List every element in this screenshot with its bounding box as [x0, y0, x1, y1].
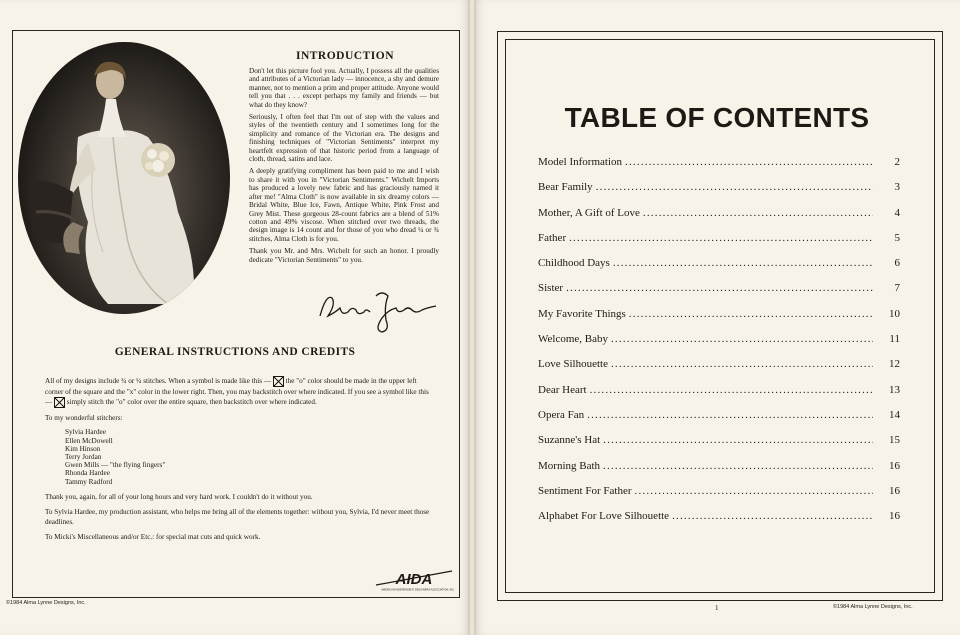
toc-entry-title: Childhood Days	[538, 257, 610, 270]
toc-entry-title: Alphabet For Love Silhouette	[538, 510, 670, 523]
toc-dot-leader	[566, 282, 873, 294]
sylvia-credit: To Sylvia Hardee, my production assistant, who helps me bring all of the elements together: without you, Sylvia, I'd never meet those deadlines.	[45, 508, 430, 527]
toc-entry[interactable]	[538, 282, 900, 307]
toc-entry[interactable]	[538, 257, 900, 282]
toc-entry-title: Opera Fan	[538, 408, 585, 421]
intro-paragraph: A deeply gratifying compliment has been paid to me and I wish to share it with you in "Victorian Sentiments." Wichelt Imports has produced a lovely new fabric and has graciously named it after me! "Alma Cloth" is now available in six dreamy colors — Bridal White, Blue Ice, Fawn, Antique White, Pink Frost and Grey Mist. These gorgeous 28-count fabrics are a blend of 51% cotton and 49% viscose. When stitched over two threads, the design image is 14 count and for those of you who dread ¼ or ¾ stitches, Alma Cloth is for you.	[249, 167, 439, 243]
toc-dot-leader	[613, 257, 873, 269]
toc-dot-leader	[569, 232, 873, 244]
stitcher-name: Rhonda Hardee	[65, 469, 110, 478]
copyright-footer-left: ©1984 Alma Lynne Designs, Inc.	[6, 600, 86, 606]
toc-entry-page: 14	[889, 408, 900, 421]
toc-entry[interactable]	[538, 333, 900, 358]
introduction-text	[249, 67, 439, 268]
toc-entry-title: Bear Family	[538, 181, 593, 194]
book-gutter	[468, 0, 476, 635]
toc-entry[interactable]	[538, 409, 900, 434]
toc-entry-page: 6	[894, 257, 900, 270]
toc-entry-page: 4	[894, 206, 900, 219]
general-instructions-heading: GENERAL INSTRUCTIONS AND CREDITS	[114, 346, 356, 358]
toc-dot-leader	[603, 434, 873, 446]
stitcher-name: Terry Jordan	[65, 453, 102, 462]
instructions-part: simply stitch the "o" color over the entire square, then backstitch over where indicated.	[66, 398, 317, 407]
aida-logo-subtext: AMERICAN INDEPENDENT DESIGNERS ASSOCIATION, INC.	[381, 588, 454, 592]
full-stitch-symbol-icon	[54, 397, 65, 408]
intro-paragraph: Seriously, I often feel that I'm out of step with the values and styles of the twentieth century and I sometimes long for the simplicity and romance of the Victorian era. The designs and finishing techniques of "Victorian Sentiments" interpret my heartfelt expression of that historic period from a language of cloth, thread, satins and lace.	[249, 113, 439, 164]
stitcher-name: Tammy Radford	[65, 477, 113, 486]
symbol-instructions	[45, 376, 435, 408]
toc-entry[interactable]	[538, 510, 900, 535]
toc-entry-page: 15	[889, 434, 900, 447]
toc-entry-page: 5	[894, 231, 900, 244]
toc-entry[interactable]	[538, 308, 900, 333]
toc-dot-leader	[629, 308, 873, 320]
intro-paragraph: Don't let this picture fool you. Actually, I possess all the qualities and attributes of a Victorian lady — innocence, a shy and demure manner, not to mention a prim and proper attitude. Anyone would tell you that . . . except perhaps my family and friends — but what do they know?	[249, 67, 439, 109]
toc-list	[538, 156, 900, 535]
intro-paragraph: Thank you Mr. and Mrs. Wichelt for such an honor. I proudly dedicate "Victorian Sentiments" to you.	[249, 247, 439, 264]
victorian-lady-photo	[18, 42, 230, 314]
toc-entry[interactable]	[538, 207, 900, 232]
toc-entry[interactable]	[538, 358, 900, 383]
toc-entry-title: Father	[538, 231, 567, 244]
toc-entry-page: 12	[889, 358, 900, 371]
half-stitch-symbol-icon	[273, 376, 284, 387]
toc-entry[interactable]	[538, 460, 900, 485]
micki-credit: To Micki's Miscellaneous and/or Etc.: for special mat cuts and quick work.	[45, 533, 261, 542]
toc-entry-title: Suzanne's Hat	[538, 434, 601, 447]
toc-dot-leader	[643, 207, 873, 219]
toc-entry[interactable]	[538, 434, 900, 459]
toc-entry-page: 3	[894, 181, 900, 194]
stitcher-name: Kim Hinson	[65, 444, 101, 453]
toc-entry-page: 10	[889, 307, 900, 320]
toc-entry-page: 11	[889, 333, 900, 346]
toc-dot-leader	[596, 181, 873, 193]
toc-entry-title: Morning Bath	[538, 459, 601, 472]
handwritten-signature	[312, 286, 442, 334]
toc-entry[interactable]	[538, 181, 900, 206]
toc-dot-leader	[611, 358, 873, 370]
toc-entry-page: 7	[894, 282, 900, 295]
aida-logo-text: AIDA	[395, 571, 433, 588]
stitcher-name: Sylvia Hardee	[65, 428, 106, 437]
stitchers-intro: To my wonderful stitchers:	[45, 414, 123, 423]
page-number: 1	[715, 604, 719, 612]
introduction-heading: INTRODUCTION	[295, 50, 394, 62]
toc-entry-title: Mother, A Gift of Love	[538, 206, 640, 219]
toc-entry-page: 16	[889, 459, 900, 472]
general-instructions-text	[45, 376, 435, 548]
toc-entry-title: Model Information	[538, 156, 623, 168]
toc-entry-title: My Favorite Things	[538, 307, 626, 320]
toc-dot-leader	[672, 510, 873, 522]
table-of-contents-heading: TABLE OF CONTENTS	[564, 102, 870, 133]
toc-entry-title: Sister	[538, 282, 564, 295]
toc-entry-title: Dear Heart	[538, 383, 587, 396]
toc-dot-leader	[587, 409, 873, 421]
toc-entry-page: 16	[889, 510, 900, 523]
toc-entry-title: Love Silhouette	[538, 358, 608, 371]
toc-dot-leader	[635, 485, 874, 497]
toc-dot-leader	[625, 156, 873, 168]
toc-entry-title: Welcome, Baby	[538, 333, 608, 346]
stitchers-list	[65, 428, 435, 485]
thanks-text: Thank you, again, for all of your long hours and very hard work. I couldn't do it without you.	[45, 492, 313, 501]
toc-dot-leader	[590, 384, 873, 396]
toc-dot-leader	[611, 333, 873, 345]
toc-entry-title: Sentiment For Father	[538, 484, 632, 497]
toc-entry[interactable]	[538, 156, 900, 181]
toc-entry[interactable]	[538, 485, 900, 510]
copyright-footer-right: ©1984 Alma Lynne Designs, Inc.	[833, 604, 913, 610]
toc-entry-page: 2	[894, 156, 900, 168]
instructions-part: All of my designs include ¾ or ¼ stitches. When a symbol is made like this —	[45, 377, 272, 386]
aida-logo	[374, 567, 454, 593]
toc-dot-leader	[603, 460, 873, 472]
stitcher-name: Gwen Mills — "the flying fingers"	[65, 461, 166, 470]
toc-entry[interactable]	[538, 384, 900, 409]
toc-entry[interactable]	[538, 232, 900, 257]
stitcher-name: Ellen McDowell	[65, 436, 113, 445]
instructions-part: the "o" color should be made in the upper left corner of the square and the "x" color in the lower right. Then, you may backstitch over where indicated. If you see a symbol like this —	[45, 377, 429, 407]
toc-entry-page: 13	[889, 383, 900, 396]
toc-entry-page: 16	[889, 484, 900, 497]
